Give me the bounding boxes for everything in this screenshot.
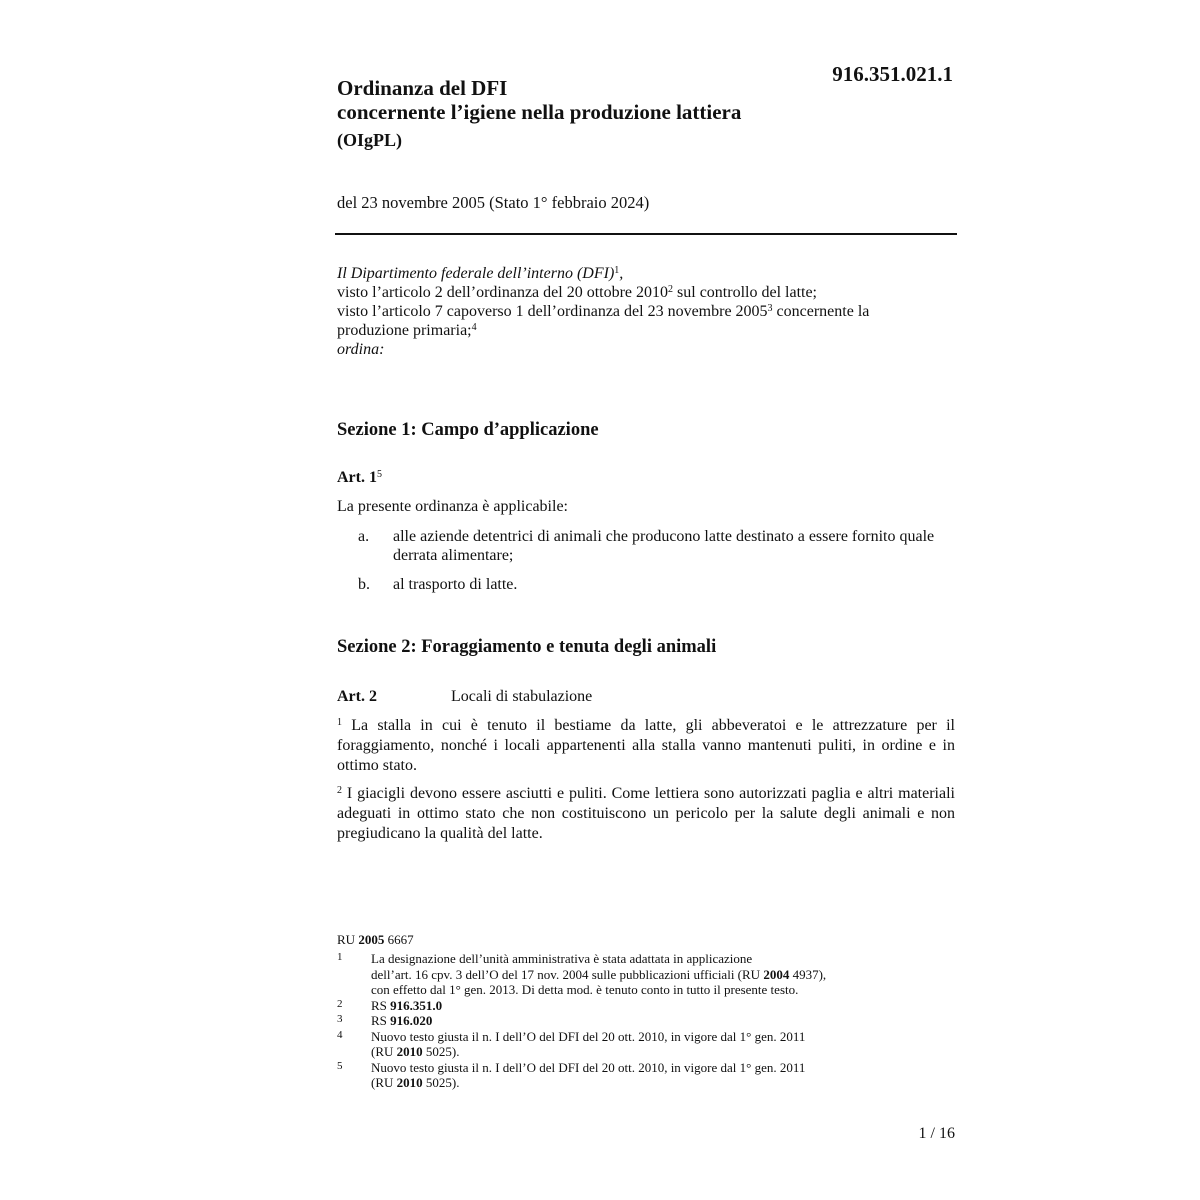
footnotes — [337, 951, 957, 1091]
article-2-paragraphs — [337, 716, 955, 852]
article-1-list — [337, 527, 957, 604]
article-1-label: Art. $1^5$ — [337, 469, 382, 486]
list-marker: b. — [358, 576, 370, 593]
footnote-marker: 5 — [337, 1059, 343, 1072]
footnote-2: 2 RS 916.351.0 — [337, 997, 443, 1013]
preamble-authority-line: Il Dipartimento federale dell’interno (DFI)$^1$, — [337, 265, 624, 282]
article-2-title: Locali di stabulazione — [451, 688, 593, 705]
footnote-1: 1 La designazione dell’unità amministrativa è stata adattata in applicazione dell’art. 16 cpv. 3 dell’O del 17 nov. 2004 sulle pubblicazioni ufficiali (RU 2004 4937), con effetto dal 1° gen. 2013. Di detta mod. è tenuto conto in tutto il presente testo. — [337, 951, 827, 997]
paragraph-number: 1 — [337, 717, 342, 728]
list-item-text: alle aziende detentrici di animali che producono latte destinato a essere fornito quale derrata alimentare; — [393, 528, 935, 564]
list-marker: a. — [358, 528, 370, 545]
footnote-ref-5[interactable]: 5 — [376, 469, 382, 480]
paragraph: $^1$ La stalla in cui è tenuto il bestiame da latte, gli abbeveratoi e le attrezzature per il foraggiamento, nonché i locali appartenenti alla stalla vanno mantenuti puliti, in ordine e in ottimo stato. — [337, 717, 955, 774]
preamble-ordina: ordina: — [337, 341, 385, 358]
footnote-5: 5 Nuovo testo giusta il n. I dell’O del DFI del 20 ott. 2010, in vigore dal 1° gen. 2011 (RU 2010 5025). — [337, 1059, 806, 1090]
footnote-4: 4 Nuovo testo giusta il n. I dell’O del DFI del 20 ott. 2010, in vigore dal 1° gen. 2011 (RU 2010 5025). — [337, 1028, 806, 1059]
preamble-authority: Il Dipartimento federale dell’interno (DFI) — [337, 265, 615, 282]
footnote-marker: 2 — [337, 997, 343, 1010]
footnote-3: 3 RS 916.020 — [337, 1013, 433, 1028]
list-item-text: al trasporto di latte. — [393, 576, 518, 593]
document-title — [337, 76, 741, 124]
section-1-heading: Sezione 1: Campo d’applicazione — [337, 420, 599, 440]
footnote-ref-2[interactable]: 2 — [668, 284, 674, 295]
document-date: del 23 novembre 2005 (Stato 1° febbraio 2024) — [337, 193, 650, 212]
article-1-intro: La presente ordinanza è applicabile: — [337, 498, 568, 515]
document-abbreviation: (OIgPL) — [337, 130, 402, 150]
footnote-ref-4[interactable]: 4 — [471, 322, 477, 333]
list-item — [337, 575, 957, 594]
preamble-visto-2: visto l’articolo 7 capoverso 1 dell’ordinanza del 23 novembre 2005$^3$ concernente la — [337, 303, 870, 320]
article-2-label: Art. 2 — [337, 688, 377, 705]
paragraph-number: 2 — [337, 785, 342, 796]
footnote-marker: 3 — [337, 1013, 343, 1025]
preamble — [337, 264, 957, 359]
footnote-marker: 4 — [337, 1028, 343, 1041]
paragraph: $^2$ I giacigli devono essere asciutti e puliti. Come lettiera sono autorizzati paglia e altri materiali adeguati in ottimo stato che non costituiscono un pericolo per la salute degli animali e non pregiudicano la qualità del latte. — [337, 785, 955, 842]
footnote-ref-1[interactable]: 1 — [614, 265, 620, 276]
footnote-marker: 1 — [337, 951, 343, 963]
ru-reference: RU 2005 6667 — [337, 932, 414, 947]
list-item — [337, 527, 957, 565]
sr-number: 916.351.021.1 — [832, 62, 953, 86]
title-line-2: concernente l’igiene nella produzione lattiera — [337, 100, 742, 124]
preamble-visto-2-cont: produzione primaria;$^4$ — [337, 322, 477, 339]
footnote-ref-3[interactable]: 3 — [767, 303, 773, 314]
title-line-1: Ordinanza del DFI — [337, 76, 508, 100]
document-page — [337, 0, 957, 1200]
section-2-heading: Sezione 2: Foraggiamento e tenuta degli animali — [337, 637, 717, 657]
preamble-visto-1: visto l’articolo 2 dell’ordinanza del 20 ottobre 2010$^2$ sul controllo del latte; — [337, 284, 817, 301]
page-number: 1 / 16 — [918, 1125, 955, 1142]
header-divider — [335, 233, 957, 235]
